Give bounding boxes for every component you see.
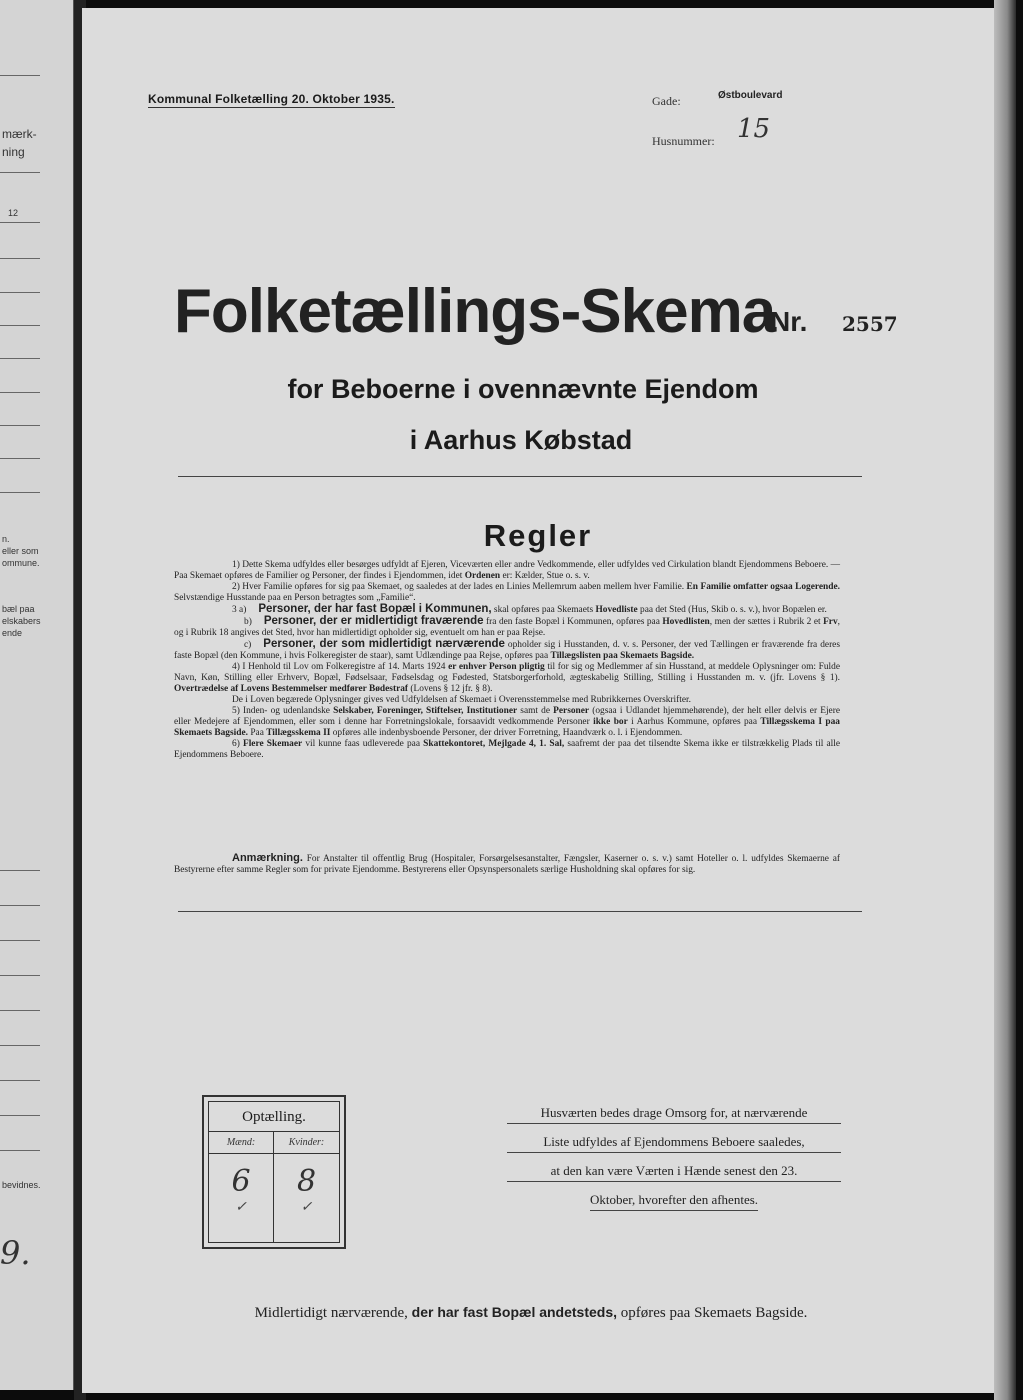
rule-3b: b) Personer, der er midlertidigt fraværende fra den faste Bopæl i Kommunen, opføres paa Hovedlisten, men der sættes i Rubrik 2 et Frv, og i Rubrik 18 angives det Sted, hvor han midlertidigt opholder sig, eventuelt om han er paa Rejse.: [174, 615, 840, 638]
kvinder-tick: ✓: [300, 1199, 313, 1215]
regler-heading: Regler: [483, 518, 593, 553]
rule-3a: 3 a) Personer, der har fast Bopæl i Kommunen, skal opføres paa Skemaets Hovedliste paa det Sted (Hus, Skib o. s. v.), hvor Bopælen er.: [232, 603, 827, 615]
left-rule: [0, 1010, 40, 1011]
rule-1: 1) Dette Skema udfyldes eller besørges udfyldt af Ejeren, Viceværten eller andre Vedkommende, eller udfyldes ved Cirkulation blandt Ejendommens Beboere. — Paa Skemaet opføres de Familier og Personer, der findes i Ejendommen, idet Ordenen er: Kælder, Stue o. s. v.: [174, 560, 840, 581]
anmaerkning-heading: Anmærkning.: [232, 852, 303, 864]
form-nr-label: Nr.: [770, 306, 808, 337]
gade-label: Gade:: [652, 94, 681, 108]
left-rule: [0, 905, 40, 906]
notice-line-1: Husværten bedes drage Omsorg for, at nærværende: [507, 1105, 841, 1124]
left-rule: [0, 425, 40, 426]
landlord-notice: [507, 1105, 841, 1221]
notice-line-3: at den kan være Værten i Hænde senest den 23.: [507, 1163, 841, 1182]
rule-6: 6) Flere Skemaer vil kunne faas udleverede paa Skattekontoret, Mejlgade 4, 1. Sal, saafremt der paa det tilsendte Skema ikke er tilstrækkelig Plads til alle Ejendommens Beboere.: [174, 739, 841, 760]
rule-2: 2) Hver Familie opføres for sig paa Skemaet, og saaledes at der lades en Linies Mellemrum aaben mellem hver Familie. En Familie omfatter ogsaa Logerende. Selvstændige Husstande paa en Person betragtes som „Familie“.: [174, 582, 840, 603]
kvinder-label: Kvinder:: [274, 1132, 339, 1154]
subtitle-aarhus: i Aarhus Købstad: [409, 425, 633, 455]
form-nr-value: 2557: [842, 312, 898, 336]
left-rule: [0, 870, 40, 871]
left-rule: [0, 1150, 40, 1151]
count-col-kvinder: [274, 1132, 339, 1242]
footer-note: Midlertidigt nærværende, der har fast Bopæl andetsteds, opføres paa Skemaets Bagside.: [254, 1304, 808, 1321]
left-frag-eller-som: eller som: [2, 546, 39, 556]
left-rule: [0, 940, 40, 941]
left-rule: [0, 222, 40, 223]
form-title: Folketællings-Skema: [174, 277, 776, 346]
left-frag-ning: ning: [2, 145, 25, 159]
notice-line-4: Oktober, hvorefter den afhentes.: [590, 1192, 758, 1211]
rule-3c: c) Personer, der som midlertidigt nærværende opholder sig i Husstanden, d. v. s. Personer, der ved Tællingen er fraværende fra deres faste Bopæl (den Kommune, i hvis Folkeregister de staar), samt Udlændinge paa Rejse, opføres paa Tillægslisten paa Skemaets Bagside.: [174, 638, 840, 661]
census-form-page: [82, 8, 994, 1393]
left-rule: [0, 458, 40, 459]
divider: [178, 911, 862, 912]
left-frag-bevidnes: bevidnes.: [2, 1180, 41, 1190]
maend-value: 6: [231, 1164, 251, 1199]
left-rule: [0, 258, 40, 259]
anmaerkning-text: For Anstalter til offentlig Brug (Hospitaler, Forsørgelsesanstalter, Fængsler, Kaserner o. s. v.) samt Hoteller o. l. udfyldes Skemaerne af Bestyrerne efter samme Regler som for private Ejendomme. Bestyrerens eller Opsynspersonalets særlige Husholdning skal opføres for sig.: [174, 854, 840, 875]
husnummer-label: Husnummer:: [652, 134, 715, 148]
rules-text: [174, 560, 840, 761]
left-rule: [0, 292, 40, 293]
left-rule: [0, 392, 40, 393]
gade-value: Østboulevard: [718, 90, 783, 101]
rule-4-2: De i Loven begærede Oplysninger gives ved Udfyldelsen af Skemaet i Overensstemmelse med Rubrikkernes Overskrifter.: [232, 695, 691, 705]
left-rule: [0, 1080, 40, 1081]
kvinder-value: 8: [296, 1164, 317, 1199]
left-frag-hand: 9.: [0, 1234, 31, 1272]
left-rule: [0, 975, 40, 976]
notice-line-2: Liste udfyldes af Ejendommens Beboere saaledes,: [507, 1134, 841, 1153]
left-frag-ende: ende: [2, 628, 23, 638]
count-box: [202, 1095, 346, 1249]
left-rule: [0, 492, 40, 493]
divider: [178, 476, 862, 477]
left-rule: [0, 325, 40, 326]
rule-5: 5) Inden- og udenlandske Selskaber, Foreninger, Stiftelser, Institutioner samt de Personer (ogsaa i Udlandet hjemmehørende), der helt eller delvis er Ejere eller Medejere af Ejendommen, eller som i denne har Forretningslokale, forsaavidt vedkommende Personer ikke bor i Aarhus Kommune, opføres paa Tillægsskema I paa Skemaets Bagside. Paa Tillægsskema II opføres alle indenbysboende Personer, der driver Forretning, Haandværk o. l. i Ejendommen.: [174, 706, 840, 738]
maend-label: Mænd:: [209, 1132, 273, 1154]
left-frag-12: 12: [8, 208, 19, 218]
husnummer-value: 15: [737, 114, 771, 144]
left-frag-bopael: bæl paa: [2, 604, 35, 614]
page-edge: [994, 0, 1016, 1400]
count-title: Optælling.: [209, 1102, 339, 1132]
left-rule: [0, 358, 40, 359]
census-line: Kommunal Folketælling 20. Oktober 1935.: [148, 92, 395, 106]
subtitle-beboerne: for Beboerne i ovennævnte Ejendom: [287, 374, 759, 404]
left-frag-maerk: mærk-: [2, 127, 37, 141]
rule-4: 4) I Henhold til Lov om Folkeregistre af 14. Marts 1924 er enhver Person pligtig til for sig og Medlemmer af sin Husstand, at meddele Oplysninger om: Fulde Navn, Køn, Stilling eller Erhverv, Bopæl, Fødselsaar, Fødselsdag og Fødested, Statsborgerforhold, ægteskabelig Stilling, Stilling i Husstanden m. v. (jfr. Lovens § 1). Overtrædelse af Lovens Bestemmelser medfører Bødestraf (Lovens § 12 jfr. § 8).: [174, 662, 841, 694]
left-rule: [0, 172, 40, 173]
left-rule: [0, 1045, 40, 1046]
left-page-fragment: [0, 0, 74, 1390]
anmaerkning: [174, 853, 840, 876]
left-frag-n: n.: [2, 534, 10, 544]
left-frag-elskabers: elskabers: [2, 616, 41, 626]
count-col-maend: [209, 1132, 274, 1242]
left-frag-ommune: ommune.: [2, 558, 40, 568]
left-rule: [0, 1115, 40, 1116]
left-rule: [0, 75, 40, 76]
maend-tick: ✓: [235, 1199, 247, 1215]
